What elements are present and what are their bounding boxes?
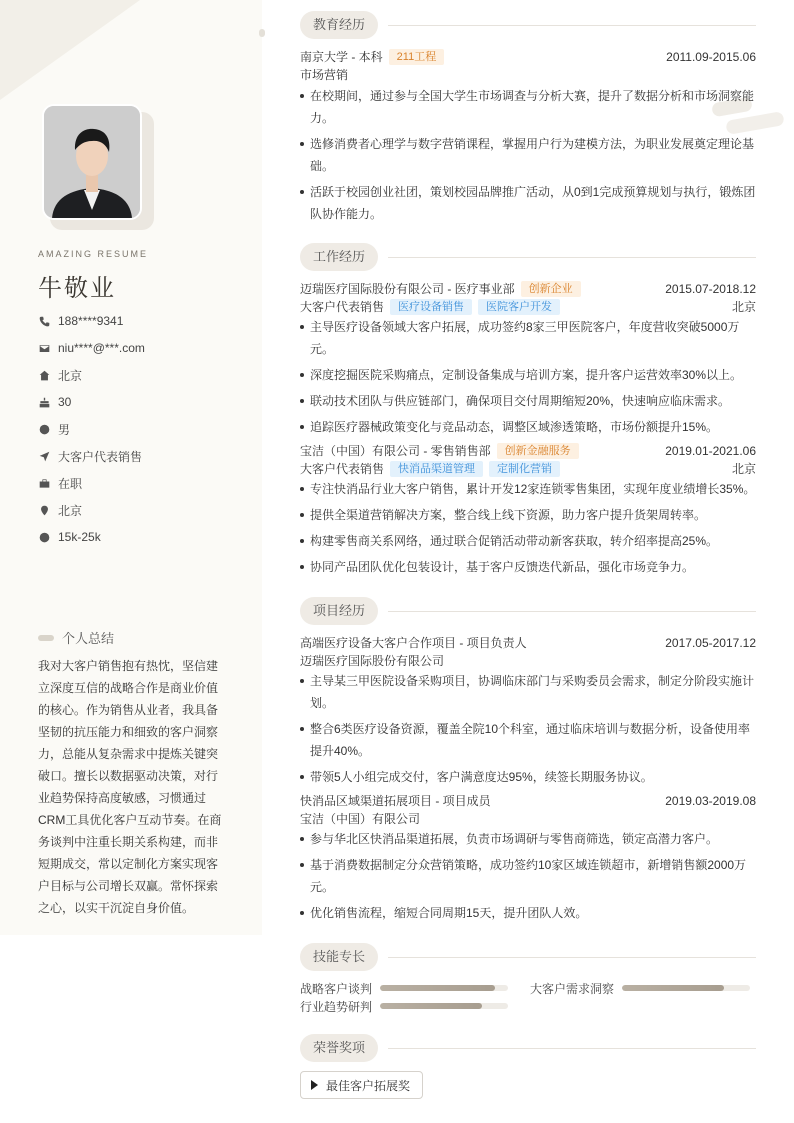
- company-name: 迈瑞医疗国际股份有限公司 - 医疗事业部: [300, 282, 515, 296]
- skill-name: 战略客户谈判: [300, 981, 373, 996]
- phone-icon: [38, 315, 50, 327]
- job-bullet: 协同产品团队优化包装设计，基于客户反馈迭代新品，强化市场竞争力。: [300, 556, 756, 578]
- info-text: 188****9341: [58, 314, 124, 328]
- skill-name: 行业趋势研判: [300, 999, 373, 1014]
- skill-level-fill: [622, 985, 724, 991]
- project-org-row: [300, 810, 756, 828]
- education-dates: 2011.09-2015.06: [666, 50, 756, 64]
- candidate-name: 牛敬业: [38, 275, 116, 302]
- info-text: 男: [58, 422, 71, 437]
- section-divider: [388, 1048, 756, 1049]
- job-bullet: 专注快消品行业大客户销售，累计开发12家连锁零售集团，实现年度业绩增长35%。: [300, 478, 756, 500]
- job-role-row: [300, 460, 756, 478]
- email-icon: [38, 342, 50, 354]
- summary-heading: [38, 628, 114, 647]
- info-age: [38, 393, 71, 411]
- skill-level-fill: [380, 1003, 482, 1009]
- job-bullet: 联动技术团队与供应链部门，确保项目交付周期缩短20%，快速响应临床需求。: [300, 390, 756, 412]
- school-name: 南京大学 - 本科: [300, 50, 383, 64]
- job-bullet: 追踪医疗器械政策变化与竞品动态，调整区域渗透策略，市场份额提升15%。: [300, 416, 756, 438]
- project-name: 快消品区域渠道拓展项目 - 项目成员: [300, 794, 491, 808]
- section-title: 技能专长: [300, 943, 378, 971]
- project-dates: 2019.03-2019.08: [665, 794, 756, 808]
- info-text: 在职: [58, 476, 83, 491]
- project-bullet: 主导某三甲医院设备采购项目，协调临床部门与采购委员会需求，制定分阶段实施计划。: [300, 670, 756, 714]
- decoration-dot: [259, 29, 265, 37]
- company-tag: 创新金融服务: [497, 443, 579, 459]
- project-name: 高端医疗设备大客户合作项目 - 项目负责人: [300, 636, 527, 650]
- section-divider: [388, 957, 756, 958]
- job-dates: 2019.01-2021.06: [665, 444, 756, 458]
- job-dates: 2015.07-2018.12: [665, 282, 756, 296]
- job-bullet: 提供全渠道营销解决方案，整合线上线下资源，助力客户提升货架周转率。: [300, 504, 756, 526]
- job-bullet: 构建零售商关系网络，通过联合促销活动带动新客获取，转介绍率提高25%。: [300, 530, 756, 552]
- info-city: [38, 366, 82, 384]
- skill-item: [300, 979, 508, 997]
- company-name: 宝洁（中国）有限公司 - 零售销售部: [300, 444, 491, 458]
- info-salary: [38, 528, 101, 546]
- role-tag: 快消品渠道管理: [390, 461, 483, 477]
- salary-icon: [38, 531, 50, 543]
- section-projects: [300, 597, 756, 625]
- education-header: [300, 48, 756, 66]
- avatar: [42, 104, 142, 220]
- job-bullet: 主导医疗设备领域大客户拓展，成功签约8家三甲医院客户，年度营收突破5000万元。: [300, 316, 756, 360]
- section-education: [300, 11, 756, 39]
- job-bullet: 深度挖掘医院采购痛点，定制设备集成与培训方案，提升客户运营效率30%以上。: [300, 364, 756, 386]
- job-role: 大客户代表销售: [300, 300, 385, 314]
- project-dates: 2017.05-2017.12: [665, 636, 756, 650]
- job-header: [300, 442, 756, 460]
- job-city: 北京: [731, 462, 756, 476]
- role-tag: 医院客户开发: [478, 299, 560, 315]
- skill-bar: [380, 985, 508, 991]
- school-tag: 211工程: [389, 49, 445, 65]
- section-divider: [388, 257, 756, 258]
- project-bullet: 参与华北区快消品渠道拓展，负责市场调研与零售商筛选，锁定高潜力客户。: [300, 828, 756, 850]
- skill-level-fill: [380, 985, 495, 991]
- skill-name: 大客户需求洞察: [530, 981, 615, 996]
- gender-icon: [38, 423, 50, 435]
- summary-text: 我对大客户销售抱有热忱，坚信建立深度互信的战略合作是商业价值的核心。作为销售从业者，我具备坚韧的抗压能力和细致的客户洞察力，总能从复杂需求中提炼关键突破口。擅长以数据驱动决策，对行业趋势保持高度敏感，习惯通过CRM工具优化客户互动节奏。在商务谈判中注重长期关系构建，而非短期成交，常以定制化方案实现客户目标与公司增长双赢。常怀探索之心，以实干沉淀自身价值。: [38, 659, 222, 915]
- skill-bar: [622, 985, 750, 991]
- briefcase-icon: [38, 477, 50, 489]
- skill-item: [300, 997, 508, 1015]
- education-bullet: 选修消费者心理学与数字营销课程，掌握用户行为建模方法，为职业发展奠定理论基础。: [300, 133, 756, 177]
- info-status: [38, 474, 82, 492]
- project-org: 迈瑞医疗国际股份有限公司: [300, 654, 445, 668]
- section-honors: [300, 1034, 756, 1062]
- section-divider: [388, 25, 756, 26]
- project-bullet: 带领5人小组完成交付，客户满意度达95%，续签长期服务协议。: [300, 766, 756, 788]
- tagline: AMAZING RESUME: [38, 249, 149, 259]
- info-text: niu****@***.com: [58, 341, 145, 355]
- section-skills: [300, 943, 756, 971]
- sidebar: [0, 0, 262, 935]
- cake-icon: [38, 396, 50, 408]
- education-major-row: [300, 66, 756, 84]
- section-title: 教育经历: [300, 11, 378, 39]
- corner-decoration: [0, 0, 140, 100]
- project-org-row: [300, 652, 756, 670]
- award-item: [300, 1071, 423, 1099]
- info-text: 大客户代表销售: [58, 449, 143, 464]
- info-email: [38, 339, 145, 357]
- info-phone: [38, 312, 123, 330]
- project-bullet: 基于消费数据制定分众营销策略，成功签约10家区域连锁超市，新增销售额2000万元。: [300, 854, 756, 898]
- section-title: 工作经历: [300, 243, 378, 271]
- section-work: [300, 243, 756, 271]
- info-position: [38, 447, 142, 465]
- info-text: 北京: [58, 368, 83, 383]
- info-gender: [38, 420, 70, 438]
- project-header: [300, 634, 756, 652]
- job-role: 大客户代表销售: [300, 462, 385, 476]
- info-text: 30: [58, 395, 72, 409]
- heading-marker: [38, 635, 54, 641]
- role-tag: 定制化营销: [489, 461, 560, 477]
- send-icon: [38, 450, 50, 462]
- section-title: 项目经历: [300, 597, 378, 625]
- home-icon: [38, 369, 50, 381]
- project-bullet: 优化销售流程，缩短合同周期15天，提升团队人效。: [300, 902, 756, 924]
- location-pin-icon: [38, 504, 50, 516]
- project-bullet: 整合6类医疗设备资源，覆盖全院10个科室，通过临床培训与数据分析，设备使用率提升40%。: [300, 718, 756, 762]
- project-org: 宝洁（中国）有限公司: [300, 812, 421, 826]
- award-name: 最佳客户拓展奖: [326, 1078, 411, 1093]
- skill-bar: [380, 1003, 508, 1009]
- company-tag: 创新企业: [521, 281, 581, 297]
- info-text: 北京: [58, 503, 83, 518]
- job-city: 北京: [731, 300, 756, 314]
- job-header: [300, 280, 756, 298]
- play-icon: [311, 1080, 318, 1090]
- summary-title: 个人总结: [62, 631, 115, 646]
- info-text: 15k-25k: [58, 530, 101, 544]
- education-major: 市场营销: [300, 68, 349, 82]
- skill-item: [530, 979, 750, 997]
- project-header: [300, 792, 756, 810]
- education-bullet: 在校期间，通过参与全国大学生市场调查与分析大赛，提升了数据分析和市场洞察能力。: [300, 85, 756, 129]
- role-tag: 医疗设备销售: [390, 299, 472, 315]
- info-location: [38, 501, 82, 519]
- section-title: 荣誉奖项: [300, 1034, 378, 1062]
- section-divider: [388, 611, 756, 612]
- job-role-row: [300, 298, 756, 316]
- education-bullet: 活跃于校园创业社团，策划校园品牌推广活动，从0到1完成预算规划与执行，锻炼团队协作能力。: [300, 181, 756, 225]
